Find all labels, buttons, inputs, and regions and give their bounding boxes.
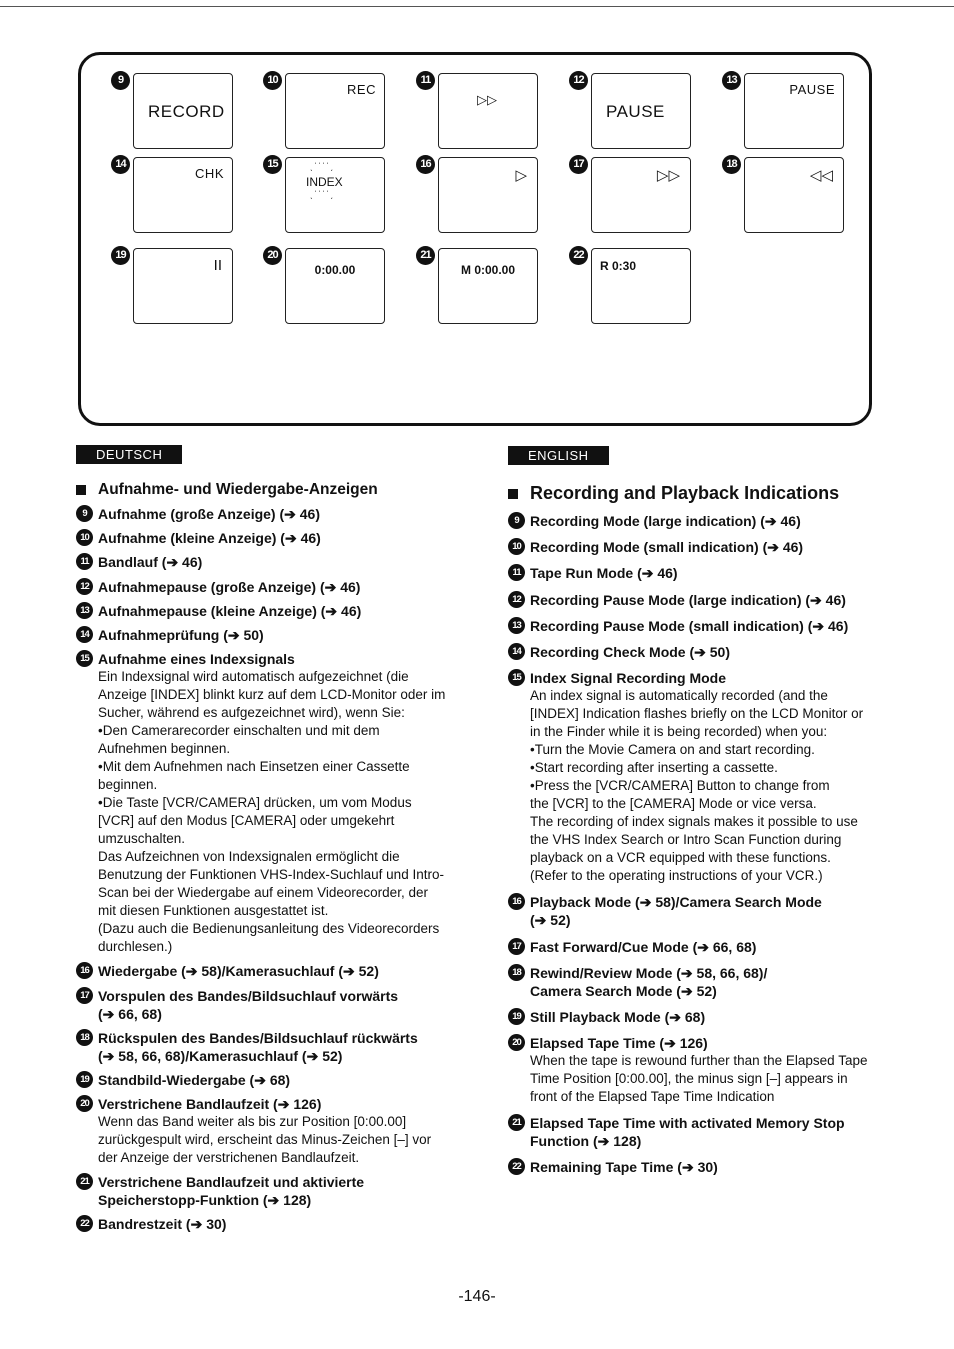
item-title: Recording Check Mode (➔ 50) xyxy=(530,643,730,660)
indicator-number-badge: 14 xyxy=(111,155,130,174)
deutsch-item-22 xyxy=(76,1215,446,1233)
deutsch-item-17 xyxy=(76,987,446,1023)
deutsch-item-11 xyxy=(76,553,446,571)
item-number-badge: 19 xyxy=(508,1008,525,1025)
english-item-11 xyxy=(508,564,873,582)
english-item-13 xyxy=(508,617,873,635)
deutsch-heading-text: Aufnahme- und Wiedergabe-Anzeigen xyxy=(98,481,378,498)
item-description: An index signal is automatically recorded (and the [INDEX] Indication flashes briefly on the LCD Monitor or in the Finder while it is being recorded) when you: •Turn the Movie Camera on and start recording. •Start recording after inserting a cassette. •Press the [VCR/CAMERA] Button to change from the [VCR] to the [CAMERA] Mode or vice versa. The recording of index signals makes it possible to use the VHS Index Search or Intro Scan Function during playback on a VCR equipped with these functions. (Refer to the operating instructions of your VCR.) xyxy=(530,688,864,884)
english-heading-text: Recording and Playback Indications xyxy=(530,483,840,503)
english-item-20 xyxy=(508,1034,873,1106)
deutsch-item-10 xyxy=(76,529,446,547)
page-number: -146- xyxy=(458,1288,496,1305)
item-number-badge: 22 xyxy=(508,1158,525,1175)
deutsch-item-13 xyxy=(76,602,446,620)
indicator-text: RECORD xyxy=(148,102,225,121)
english-item-16 xyxy=(508,893,873,929)
indicator-number-badge: 12 xyxy=(569,71,588,90)
item-number-badge: 17 xyxy=(508,938,525,955)
deutsch-label: DEUTSCH xyxy=(76,445,182,464)
item-title: Recording Pause Mode (large indication) (➔ 46) xyxy=(530,591,846,608)
english-column xyxy=(508,483,873,1185)
indicator-screen xyxy=(591,73,691,149)
item-title: Aufnahmeprüfung (➔ 50) xyxy=(98,626,264,643)
indicator-number-badge: 13 xyxy=(722,71,741,90)
heading-square-icon xyxy=(76,485,86,495)
item-title: Verstrichene Bandlaufzeit (➔ 126) xyxy=(98,1096,322,1113)
item-number-badge: 12 xyxy=(508,591,525,608)
item-description: Ein Indexsignal wird automatisch aufgezeichnet (die Anzeige [INDEX] blinkt kurz auf dem LCD-Monitor oder im Sucher, während es aufgezeichnet wird), wenn Sie: •Den Camerarecorder einschalten und mit dem Aufnehmen beginnen. •Mit dem Aufnehmen nach Einsetzen einer Cassette beginnen. •Die Taste [VCR/CAMERA] drücken, um vom Modus [VCR] auf den Modus [CAMERA] oder umgekehrt umzuschalten. Das Aufzeichnen von Indexsignalen ermöglicht die Benutzung der Funktionen VHS-Index-Suchlauf und Intro-Scan bei der Wiedergabe auf einem Videorecorder, der mit diesen Funktionen ausgestattet ist. (Dazu auch die Bedienungsanleitung des Videorecorders durchlesen.) xyxy=(98,669,446,955)
indicator-text: PAUSE xyxy=(789,82,835,97)
item-title: Aufnahmepause (kleine Anzeige) (➔ 46) xyxy=(98,602,362,619)
item-number-badge: 11 xyxy=(76,553,93,570)
index-flash-icon: ˎˈˈˈˈˏ xyxy=(310,189,334,199)
deutsch-item-9 xyxy=(76,505,446,523)
indicator-screen xyxy=(591,248,691,324)
item-number-badge: 21 xyxy=(508,1114,525,1131)
item-number-badge: 18 xyxy=(508,964,525,981)
indicator-screen xyxy=(133,73,233,149)
heading-square-icon xyxy=(508,489,518,499)
indicator-screen xyxy=(438,73,538,149)
item-number-badge: 9 xyxy=(508,512,525,529)
item-number-badge: 14 xyxy=(76,626,93,643)
index-flash-icon: ˎˈˈˈˈˏ xyxy=(310,161,334,171)
indicator-text: CHK xyxy=(195,166,224,181)
item-number-badge: 18 xyxy=(76,1029,93,1046)
deutsch-column xyxy=(76,481,446,1240)
item-title: Aufnahme (große Anzeige) (➔ 46) xyxy=(98,506,321,522)
item-number-badge: 16 xyxy=(508,893,525,910)
indicator-number-badge: 10 xyxy=(263,71,282,90)
item-title: Tape Run Mode (➔ 46) xyxy=(530,565,678,582)
english-item-list xyxy=(508,512,873,1176)
indicator-text: R 0:30 xyxy=(600,259,637,273)
indicator-text: ▷▷ xyxy=(656,167,680,184)
item-number-badge: 17 xyxy=(76,987,93,1004)
item-number-badge: 10 xyxy=(508,538,525,555)
indicator-screen xyxy=(285,157,385,233)
indicator-text: ▷ xyxy=(515,167,527,184)
top-rule xyxy=(0,6,954,7)
deutsch-item-list xyxy=(76,505,446,1233)
item-number-badge: 21 xyxy=(76,1173,93,1190)
item-number-badge: 20 xyxy=(76,1095,93,1112)
indicator-screen xyxy=(285,73,385,149)
item-number-badge: 20 xyxy=(508,1034,525,1051)
indicator-number-badge: 11 xyxy=(416,71,435,90)
item-title: Recording Pause Mode (small indication) (➔ 46) xyxy=(530,617,849,634)
deutsch-item-16 xyxy=(76,962,446,980)
item-title: Rückspulen des Bandes/Bildsuchlauf rückwärts (➔ 58, 66, 68)/Kamerasuchlauf (➔ 52) xyxy=(98,1029,418,1064)
deutsch-item-20 xyxy=(76,1095,446,1167)
indicator-screen xyxy=(591,157,691,233)
deutsch-heading xyxy=(76,481,446,499)
indicator-number-badge: 20 xyxy=(263,246,282,265)
item-title: Elapsed Tape Time (➔ 126) xyxy=(530,1035,708,1052)
item-title: Aufnahme eines Indexsignals xyxy=(98,651,295,668)
item-number-badge: 22 xyxy=(76,1215,93,1232)
english-heading xyxy=(508,483,873,504)
english-label: ENGLISH xyxy=(508,446,609,465)
item-title: Vorspulen des Bandes/Bildsuchlauf vorwärts (➔ 66, 68) xyxy=(98,987,399,1022)
indicator-text: INDEX xyxy=(306,175,343,189)
deutsch-item-15 xyxy=(76,650,446,956)
item-title: Bandlauf (➔ 46) xyxy=(98,554,203,571)
indicator-screen xyxy=(133,248,233,324)
indicator-number-badge: 15 xyxy=(263,155,282,174)
item-title: Aufnahme (kleine Anzeige) (➔ 46) xyxy=(98,530,321,547)
item-title: Playback Mode (➔ 58)/Camera Search Mode (➔ 52) xyxy=(530,894,822,929)
english-item-10 xyxy=(508,538,873,556)
indicator-screen xyxy=(438,157,538,233)
english-item-22 xyxy=(508,1158,873,1176)
deutsch-item-18 xyxy=(76,1029,446,1065)
english-item-18 xyxy=(508,964,873,1000)
indicator-screen xyxy=(744,157,844,233)
item-title: Remaining Tape Time (➔ 30) xyxy=(530,1159,718,1176)
item-number-badge: 10 xyxy=(76,529,93,546)
indicator-text: REC xyxy=(347,82,376,97)
item-title: Aufnahmepause (große Anzeige) (➔ 46) xyxy=(98,578,361,595)
item-title: Elapsed Tape Time with activated Memory Stop Function (➔ 128) xyxy=(530,1115,845,1150)
indicator-screen xyxy=(133,157,233,233)
deutsch-item-12 xyxy=(76,578,446,596)
item-number-badge: 11 xyxy=(508,564,525,581)
indicator-text: ▷▷ xyxy=(477,92,497,107)
indicator-screen xyxy=(285,248,385,324)
indicator-number-badge: 18 xyxy=(722,155,741,174)
indicator-text: PAUSE xyxy=(606,102,665,121)
item-number-badge: 13 xyxy=(508,617,525,634)
item-title: Index Signal Recording Mode xyxy=(530,670,727,687)
item-title: Still Playback Mode (➔ 68) xyxy=(530,1008,706,1025)
english-item-15 xyxy=(508,669,873,885)
item-title: Fast Forward/Cue Mode (➔ 66, 68) xyxy=(530,938,757,955)
deutsch-item-14 xyxy=(76,626,446,644)
item-number-badge: 12 xyxy=(76,578,93,595)
indicator-text: ◁◁ xyxy=(809,167,833,184)
item-title: Recording Mode (small indication) (➔ 46) xyxy=(530,539,804,556)
item-title: Verstrichene Bandlaufzeit und aktivierte Speicherstopp-Funktion (➔ 128) xyxy=(98,1174,365,1209)
deutsch-item-21 xyxy=(76,1173,446,1209)
item-number-badge: 14 xyxy=(508,643,525,660)
english-item-17 xyxy=(508,938,873,956)
item-number-badge: 13 xyxy=(76,602,93,619)
deutsch-item-19 xyxy=(76,1071,446,1089)
indicator-screen xyxy=(744,73,844,149)
english-item-14 xyxy=(508,643,873,661)
item-description: Wenn das Band weiter als bis zur Position [0:00.00] zurückgespult wird, erscheint das Minus-Zeichen [–] vor der Anzeige der verstrichenen Bandlaufzeit. xyxy=(98,1114,432,1166)
item-number-badge: 19 xyxy=(76,1071,93,1088)
indicator-text: M 0:00.00 xyxy=(460,263,516,277)
item-title: Standbild-Wiedergabe (➔ 68) xyxy=(98,1071,291,1088)
indicator-screen xyxy=(438,248,538,324)
english-item-9 xyxy=(508,512,873,530)
indicator-number-badge: 21 xyxy=(416,246,435,265)
indicator-number-badge: 9 xyxy=(111,71,130,90)
item-number-badge: 15 xyxy=(508,669,525,686)
indicator-diagram xyxy=(78,52,872,426)
english-item-19 xyxy=(508,1008,873,1026)
item-title: Recording Mode (large indication) (➔ 46) xyxy=(530,513,801,529)
indicator-number-badge: 22 xyxy=(569,246,588,265)
item-title: Bandrestzeit (➔ 30) xyxy=(98,1216,227,1233)
item-description: When the tape is rewound further than the Elapsed Tape Time Position [0:00.00], the minus sign [–] appears in front of the Elapsed Tape Time Indication xyxy=(530,1053,868,1105)
english-item-12 xyxy=(508,591,873,609)
indicator-text: II xyxy=(213,257,222,274)
item-number-badge: 15 xyxy=(76,650,93,667)
indicator-number-badge: 16 xyxy=(416,155,435,174)
item-number-badge: 16 xyxy=(76,962,93,979)
item-number-badge: 9 xyxy=(76,505,93,522)
english-item-21 xyxy=(508,1114,873,1150)
item-title: Wiedergabe (➔ 58)/Kamerasuchlauf (➔ 52) xyxy=(98,963,379,980)
indicator-number-badge: 19 xyxy=(111,246,130,265)
item-title: Rewind/Review Mode (➔ 58, 66, 68)/ Camera Search Mode (➔ 52) xyxy=(530,964,768,999)
indicator-text: 0:00.00 xyxy=(314,263,356,277)
indicator-number-badge: 17 xyxy=(569,155,588,174)
